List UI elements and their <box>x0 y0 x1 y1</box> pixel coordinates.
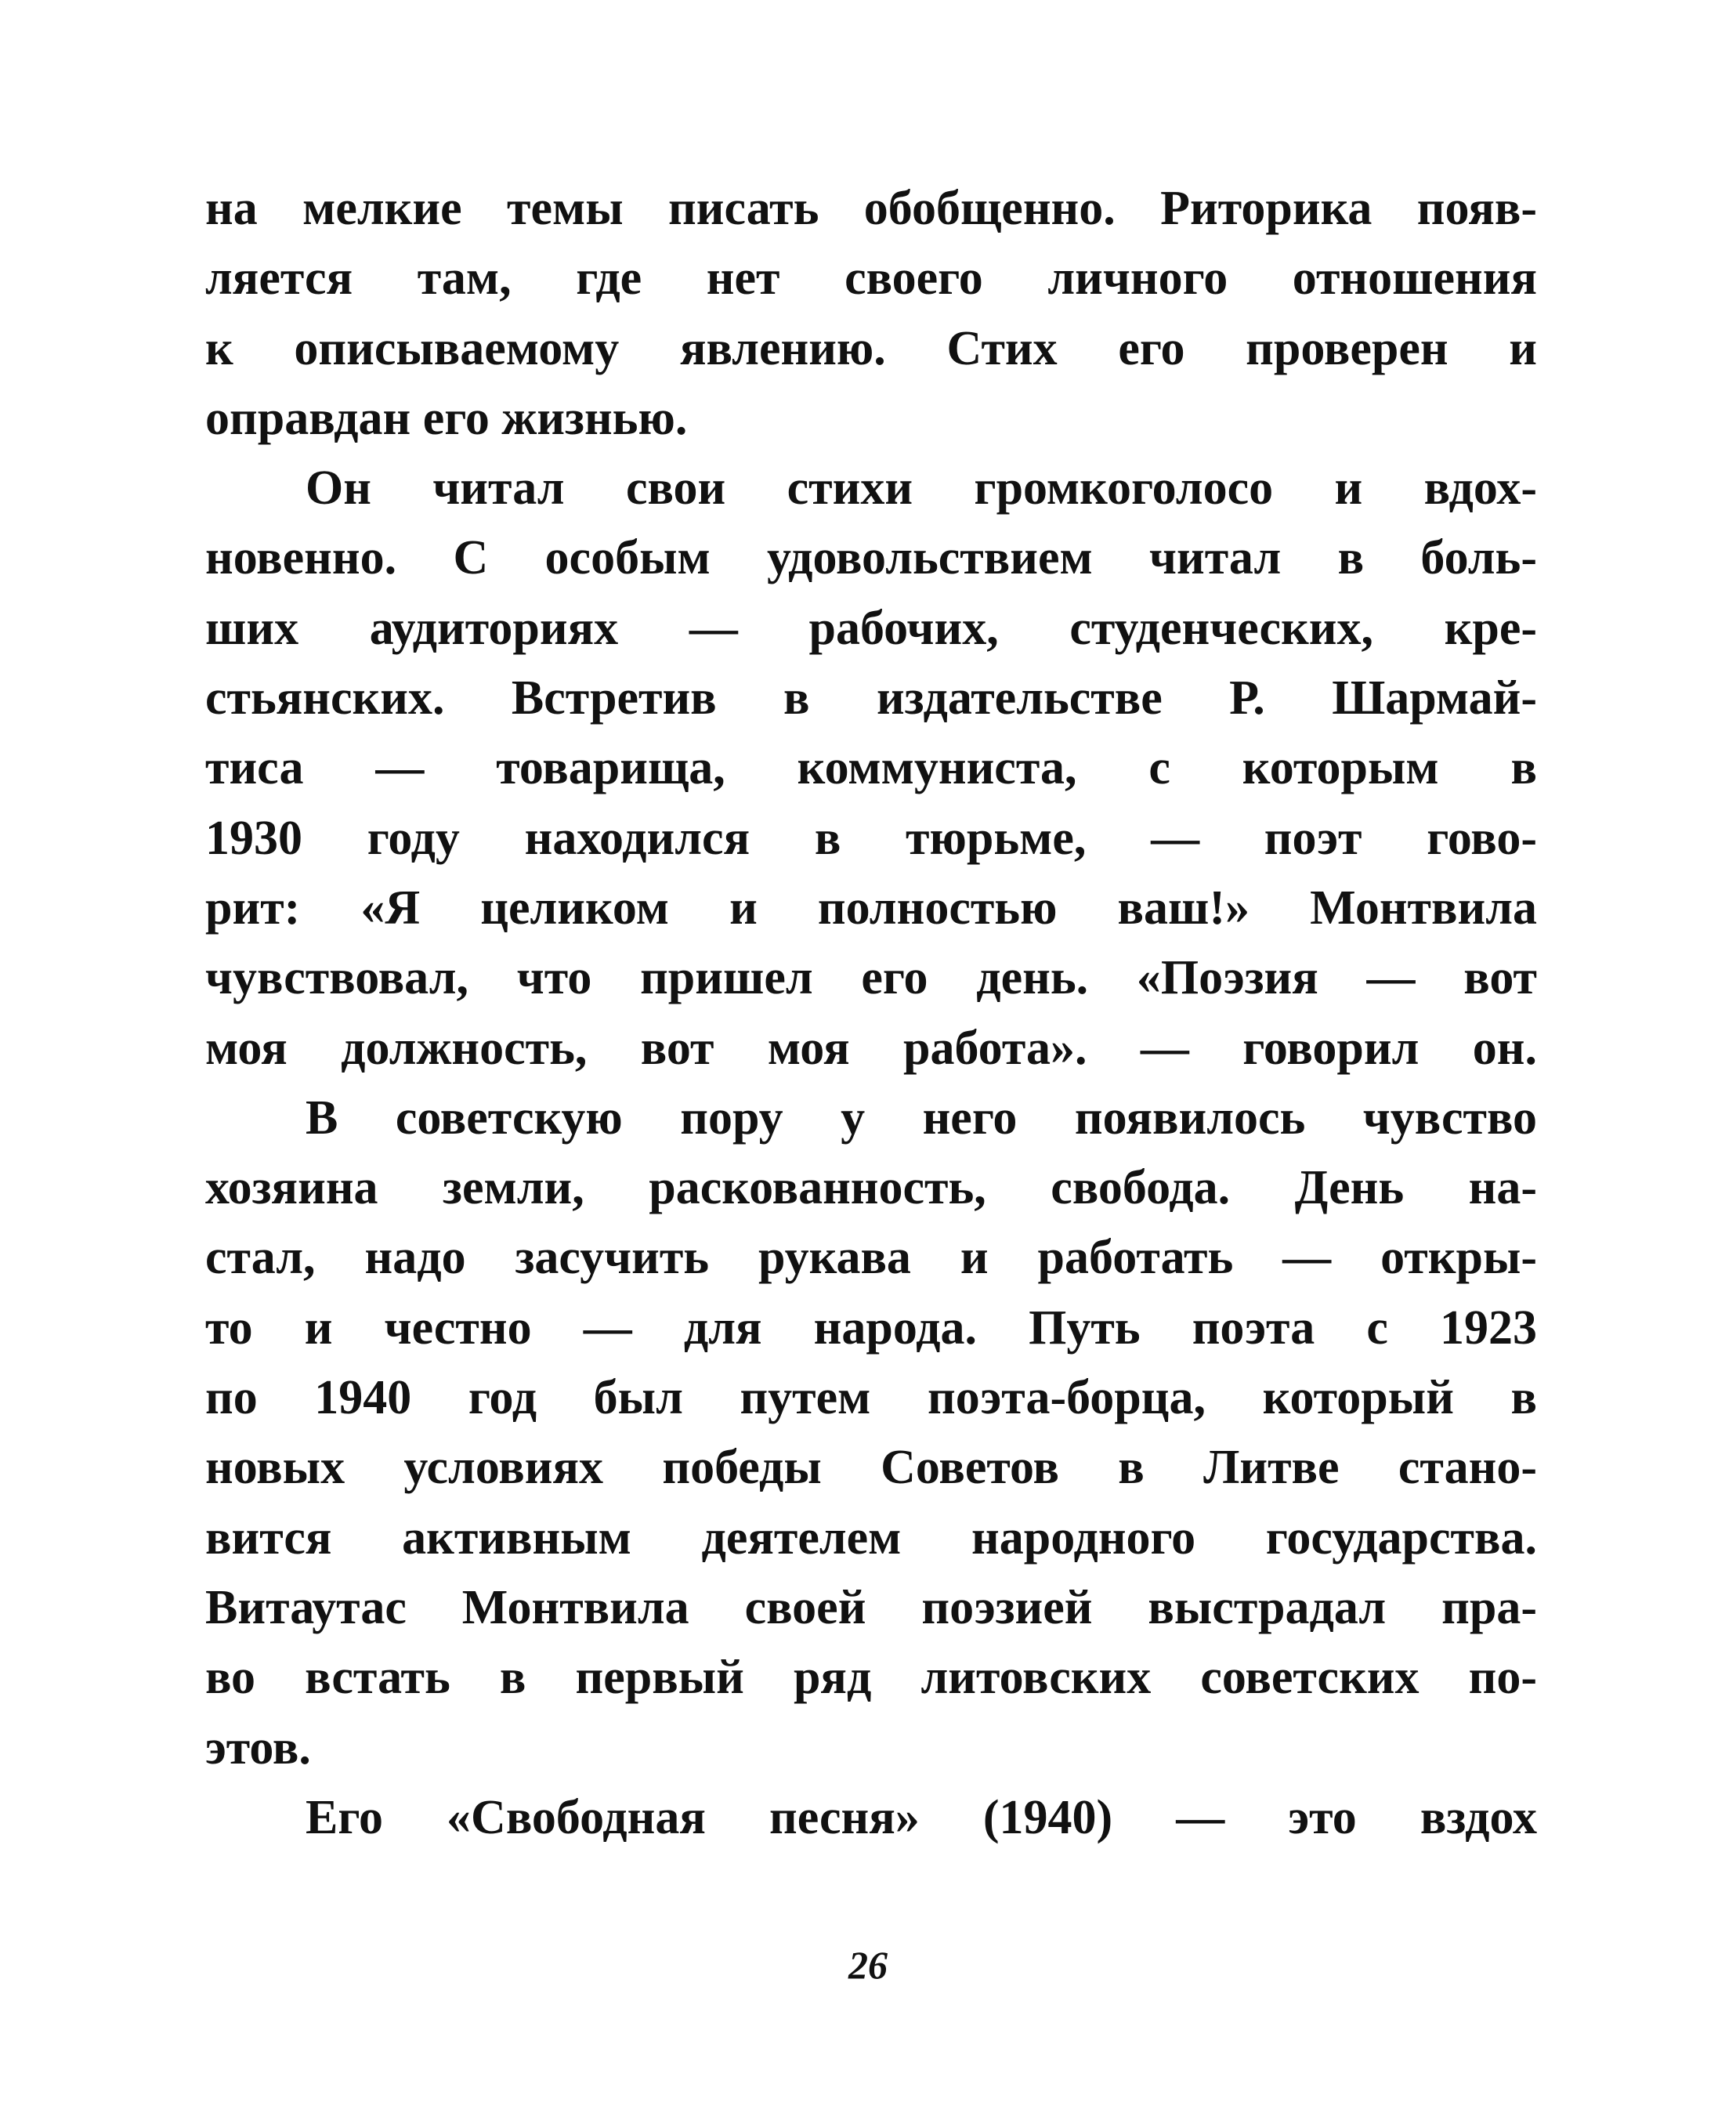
text-line: рит: «Я целиком и полностью ваш!» Монтвила <box>205 881 1537 935</box>
text-line: ляется там, где нет своего личного отношения <box>205 251 1537 306</box>
text-line: новых условиях победы Советов в Литве стано- <box>205 1441 1537 1495</box>
text-line: во встать в первый ряд литовских советских по- <box>205 1651 1537 1705</box>
text-line: по 1940 год был путем поэта-борца, который в <box>205 1371 1537 1425</box>
text-line: моя должность, вот моя работа». — говорил он. <box>205 1021 1537 1075</box>
text-line: стьянских. Встретив в издательстве Р. Шармай- <box>205 671 1537 725</box>
text-line: чувствовал, что пришел его день. «Поэзия — вот <box>205 951 1537 1005</box>
text-line: Его «Свободная песня» (1940) — это вздох <box>306 1790 1537 1844</box>
text-line: оправдан его жизнью. <box>205 391 688 445</box>
body-text <box>205 174 1537 1853</box>
text-line: ших аудиториях — рабочих, студенческих, кре- <box>205 601 1537 655</box>
text-line: на мелкие темы писать обобщенно. Риторика появ- <box>205 182 1537 235</box>
text-line: хозяина земли, раскованность, свобода. День на- <box>205 1161 1537 1215</box>
text-line: вится активным деятелем народного государства. <box>205 1510 1537 1565</box>
text-line: новенно. С особым удовольствием читал в боль- <box>205 531 1537 585</box>
text-line: к описываемому явлению. Стих его проверен и <box>205 321 1537 375</box>
text-line: Он читал свои стихи громкоголосо и вдох- <box>306 461 1537 516</box>
text-line: 1930 году находился в тюрьме, — поэт гово- <box>205 811 1537 865</box>
text-line: то и честно — для народа. Путь поэта с 1923 <box>205 1301 1537 1355</box>
text-line: этов. <box>205 1720 311 1775</box>
text-line: тиса — товарища, коммуниста, с которым в <box>205 741 1537 795</box>
text-line: В советскую пору у него появилось чувство <box>306 1091 1537 1145</box>
text-line: стал, надо засучить рукава и работать — откры- <box>205 1231 1537 1285</box>
page-number: 26 <box>848 1943 888 1987</box>
text-line: Витаутас Монтвила своей поэзией выстрадал пра- <box>205 1580 1537 1634</box>
